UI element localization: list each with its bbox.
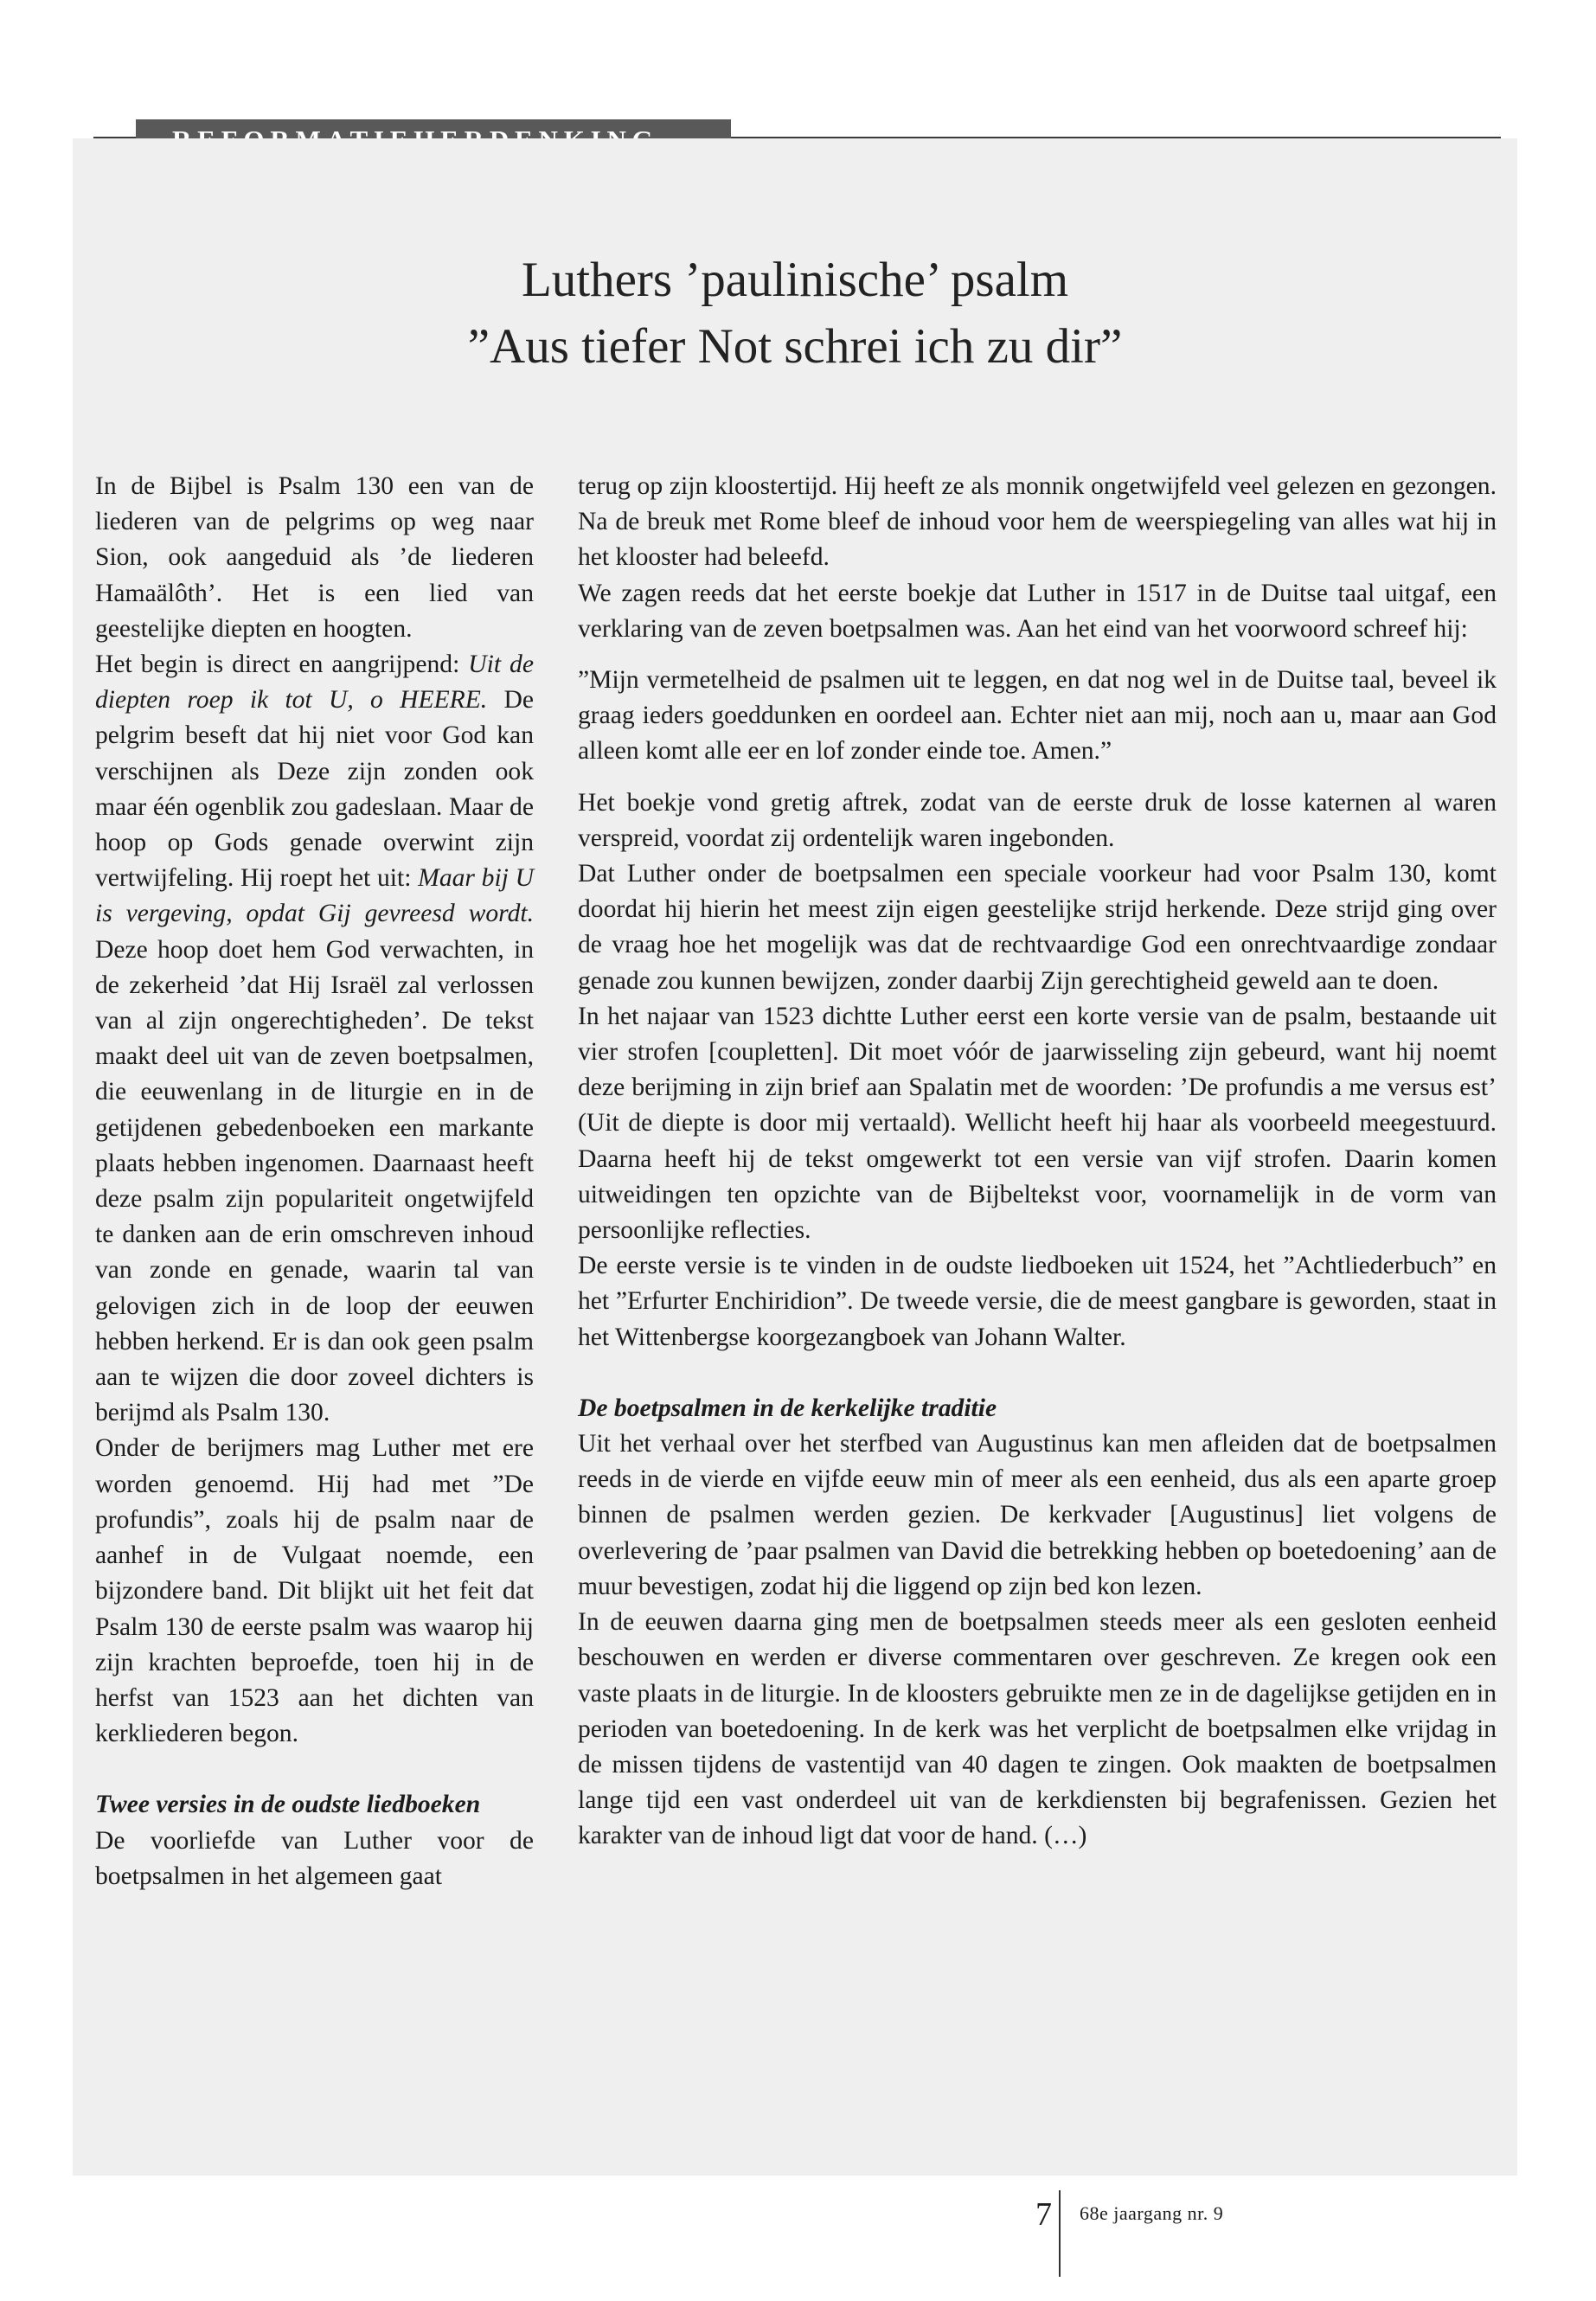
text-run: De pelgrim beseft dat hij niet voor God kan verschijnen als Deze zijn zonden ook maar één ogenblik zou gadeslaan. Maar de hoop op Gods genade overwint zijn vertwijfeling. Hij roept het uit: (95, 686, 535, 893)
paragraph: In het najaar van 1523 dichtte Luther eerst een korte versie van de psalm, bestaande uit vier strofen [coupletten]. Dit moet vóór de jaarwisseling zijn gebeurd, want hij noemt deze berijming in zijn brief aan Spalatin met de woorden: ’De profundis a me versus est’ (Uit de diepte is door mij vertaald). Wellicht heeft hij haar als voorbeeld meegestuurd. Daarna heeft hij de tekst omgewerkt tot een versie van vijf strofen. Daarin komen uitweidingen ten opzichte van de Bijbeltekst voor, voornamelijk in de vorm van persoonlijke reflecties. (578, 1002, 1497, 1245)
paragraph (95, 647, 534, 1431)
paragraph: De voorliefde van Luther voor de boetpsalmen in het algemeen gaat (95, 1826, 534, 1890)
footer-divider (1059, 2190, 1061, 2277)
paragraph: Dat Luther onder de boetpsalmen een speciale voorkeur had voor Psalm 130, komt doordat hij hierin het meest zijn eigen geestelijke strijd herkende. Deze strijd ging over de vraag hoe het mogelijk was dat de rechtvaardige God een onrechtvaardige zondaar genade zou kunnen bewijzen, zonder daarbij Zijn gerechtigheid geweld aan te doen. (578, 860, 1497, 995)
left-column (95, 469, 534, 1894)
paragraph: In de Bijbel is Psalm 130 een van de liederen van de pelgrims op weg naar Sion, ook aangeduid als ’de liederen Hamaälôth’. Het is een lied van geestelijke diepten en hoogten. (95, 472, 534, 643)
title-line-1: Luthers ’paulinische’ psalm (521, 253, 1069, 307)
page-number: 7 (1035, 2196, 1052, 2233)
subheading: De boetpsalmen in de kerkelijke traditie (578, 1394, 997, 1422)
subheading: Twee versies in de oudste liedboeken (95, 1791, 481, 1819)
paragraph: Het boekje vond gretig aftrek, zodat van de eerste druk de losse katernen al waren verspreid, voordat zij ordentelijk waren ingebonden. (578, 788, 1497, 852)
block-quote: ”Mijn vermetelheid de psalmen uit te leggen, en dat nog wel in de Duitse taal, beveel ik graag ieders goeddunken en oordeel aan. Echter niet aan mij, noch aan u, maar aan God alleen komt alle eer en lof zonder einde toe. Amen.” (578, 666, 1497, 766)
text-run: Deze hoop doet hem God verwachten, in de zekerheid ’dat Hij Israël zal verlossen van al zijn ongerechtigheden’. De tekst maakt deel uit van de zeven boetpsalmen, die eeuwenlang in de liturgie en in de getijdenen gebedenboeken een markante plaats hebben ingenomen. Daarnaast heeft deze psalm zijn populariteit ongetwijfeld te danken aan de erin omschreven inhoud van zonde en genade, waarin tal van gelovigen zich in de loop der eeuwen hebben herkend. Er is dan ook geen psalm aan te wijzen die door zoveel dichters is berijmd als Psalm 130. (95, 935, 534, 1427)
title-line-2: ”Aus tiefer Not schrei ich zu dir” (467, 319, 1123, 374)
paragraph: Uit het verhaal over het sterfbed van Augustinus kan men afleiden dat de boetpsalmen reeds in de vierde en vijfde eeuw min of meer als een eenheid, dus als een aparte groep binnen de psalmen werden gezien. De kerkvader [Augustinus] liet volgens de overlevering de ’paar psalmen van David die betrekking hebben op boetedoening’ aan de muur bevestigen, zodat hij die liggend op zijn bed kon lezen. (578, 1430, 1497, 1600)
scripture-quote: Maar bij U is vergeving, opdat Gij gevreesd wordt. (95, 864, 535, 928)
scripture-quote: Uit de diepten roep ik tot U, o HEERE. (95, 651, 534, 715)
text-run: Het begin is direct en aangrijpend: (95, 651, 469, 679)
paragraph: De eerste versie is te vinden in de oudste liedboeken uit 1524, het ”Achtliederbuch” en het ”Erfurter Enchiridion”. De tweede versie, die de meest gangbare is geworden, staat in het Wittenbergse koorgezangboek van Johann Walter. (578, 1252, 1497, 1351)
issue-label: 68e jaargang nr. 9 (1080, 2202, 1224, 2224)
paragraph: terug op zijn kloostertijd. Hij heeft ze als monnik ongetwijfeld veel gelezen en gezongen. Na de breuk met Rome bleef de inhoud voor hem de weerspiegeling van alles wat hij in het klooster had beleefd. (578, 472, 1497, 572)
right-column (578, 469, 1497, 1855)
paragraph: We zagen reeds dat het eerste boekje dat Luther in 1517 in de Duitse taal uitgaf, een verklaring van de zeven boetpsalmen was. Aan het eind van het voorwoord schreef hij: (578, 579, 1497, 643)
article-title (73, 247, 1517, 380)
paragraph: Onder de berijmers mag Luther met ere worden genoemd. Hij had met ”De profundis”, zoals hij de psalm naar de aanhef in de Vulgaat noemde, een bijzondere band. Dit blijkt uit het feit dat Psalm 130 de eerste psalm was waarop hij zijn krachten beproefde, toen hij in de herfst van 1523 aan het dichten van kerkliederen begon. (95, 1434, 534, 1748)
paragraph: In de eeuwen daarna ging men de boetpsalmen steeds meer als een gesloten eenheid beschouwen en werden er diverse commentaren over geschreven. Ze kregen ook een vaste plaats in de liturgie. In de kloosters gebruikte men ze in de dagelijkse getijden en in perioden van boetedoening. In de kerk was het verplicht de boetpsalmen elke vrijdag in de missen tijdens de vastentijd van 40 dagen te zingen. Ook maakten de boetpsalmen lange tijd een vast onderdeel uit van de kerkdiensten bij begrafenissen. Gezien het karakter van de inhoud ligt dat voor de hand. (…) (578, 1608, 1497, 1850)
